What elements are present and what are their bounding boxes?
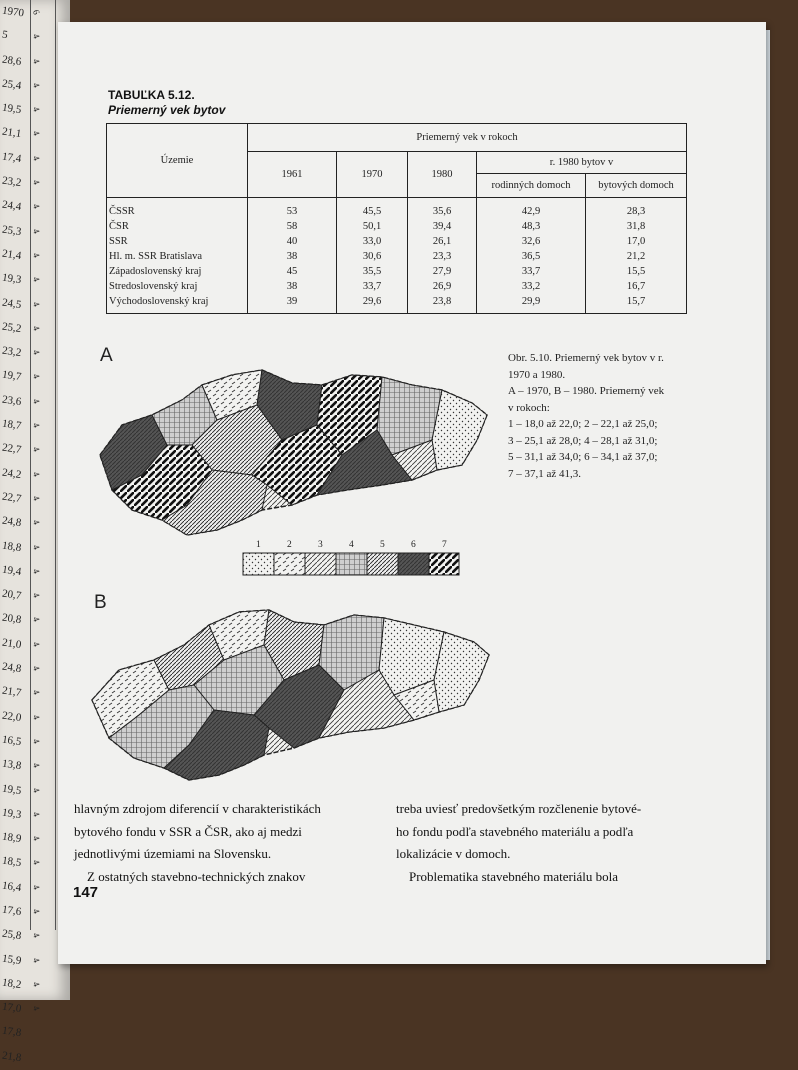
table-cell-y1970: 33,0 (362, 236, 382, 247)
table-cell-y1970: 33,7 (362, 281, 382, 292)
header-group: Priemerný vek v rokoch (248, 124, 687, 152)
previous-page-value: 28,6 (1, 53, 23, 68)
previous-page-value: 4 (30, 421, 42, 429)
territory-column (107, 198, 248, 314)
previous-page-value: 4 (30, 324, 42, 332)
previous-page-value: 4 (30, 445, 42, 454)
previous-page-value: 20,8 (1, 611, 23, 627)
header-1980-group: r. 1980 bytov v (477, 152, 687, 174)
table-cell-apartment: 31,8 (626, 221, 646, 232)
text-line: jednotlivými územiami na Slovensku. (74, 846, 272, 861)
caption-line: Obr. 5.10. Priemerný vek bytov v r. (508, 352, 664, 364)
legend-number: 1 (256, 540, 261, 550)
table-cell-apartment: 21,2 (626, 251, 646, 262)
previous-page-value: 4 (30, 761, 42, 770)
header-apartment-houses: bytových domoch (586, 174, 687, 198)
previous-page-value: 4 (30, 785, 42, 794)
table-cell-name: Stredoslovenský kraj (109, 281, 198, 292)
previous-page-value: 4 (30, 567, 42, 575)
previous-page-value: 20,7 (1, 587, 23, 603)
previous-page-value: 16,5 (1, 733, 23, 748)
previous-page-value: 19,3 (1, 806, 23, 821)
body-text-left (74, 798, 372, 888)
previous-page-value: 25,8 (1, 927, 23, 943)
previous-page-value: 24,2 (1, 466, 23, 481)
table-cell-y1961: 45 (286, 266, 298, 277)
header-territory: Územie (107, 124, 248, 198)
previous-page-value: 4 (30, 178, 42, 187)
table-cell-apartment: 15,7 (626, 296, 646, 307)
previous-page-value: 4 (30, 639, 42, 648)
legend-number: 2 (287, 540, 292, 550)
previous-page-value: 19,4 (1, 563, 23, 578)
table-label: TABUĽKA 5.12. (108, 88, 195, 102)
previous-page-value: 4 (30, 858, 42, 867)
previous-page-value: 1970 (1, 4, 25, 20)
previous-page-values-column (2, 0, 24, 1069)
previous-page-value: 22,7 (1, 490, 23, 506)
previous-page-value: 5 (1, 28, 9, 42)
previous-page-value: 19,5 (1, 782, 23, 797)
previous-page-value: 24,5 (1, 296, 23, 311)
table-cell-y1980: 23,8 (432, 296, 452, 307)
table-cell-y1980: 26,9 (432, 281, 452, 292)
previous-page-value: 19,3 (1, 271, 23, 287)
previous-page-value: 13,8 (1, 757, 23, 773)
previous-page-value: 18,7 (1, 417, 23, 433)
previous-page-value: 4 (30, 372, 42, 381)
table-cell-y1961: 38 (286, 281, 298, 292)
map-a-1970 (92, 345, 492, 540)
table-cell-y1970: 30,6 (362, 251, 382, 262)
previous-page-value: 25,2 (1, 320, 23, 335)
table-cell-name: SSR (109, 236, 128, 247)
previous-page-value: 4 (30, 251, 42, 259)
table-cell-y1961: 38 (286, 251, 298, 262)
table-cell-apartment: 16,7 (626, 281, 646, 292)
table-cell-y1961: 53 (286, 206, 298, 217)
previous-page-value: 17,0 (1, 1000, 23, 1016)
legend-number: 4 (349, 540, 354, 550)
previous-page-value: 4 (30, 591, 42, 600)
table-cell-y1970: 45,5 (362, 206, 382, 217)
map-a-label: A (100, 345, 113, 366)
previous-page-value: 4 (30, 275, 42, 284)
column-rule (55, 0, 56, 930)
table-cell-family: 32,6 (521, 236, 541, 247)
previous-page-value: 17,4 (1, 150, 23, 165)
previous-page-value: 4 (30, 56, 42, 65)
previous-page-value: 4 (30, 105, 42, 114)
legend-number: 6 (411, 540, 416, 550)
previous-page-value: 21,4 (1, 247, 23, 263)
caption-line: A – 1970, B – 1980. Priemerný vek (508, 385, 665, 397)
previous-page-value: 4 (30, 32, 42, 41)
previous-page-value: 19,7 (1, 368, 23, 384)
previous-page-value: 4 (30, 980, 42, 988)
previous-page-value: 21,1 (1, 126, 23, 141)
previous-page-value: 18,5 (1, 854, 23, 870)
table-cell-y1961: 40 (286, 236, 298, 247)
previous-page-value: 21,0 (1, 636, 23, 651)
previous-page-value: 4 (30, 737, 42, 745)
previous-page-value: 4 (30, 882, 42, 891)
text-line: lokalizácie v domoch. (396, 846, 511, 861)
table-cell-y1980: 23,3 (432, 251, 452, 262)
housing-age-table (106, 123, 687, 314)
table-cell-family: 33,2 (521, 281, 541, 292)
header-1970: 1970 (337, 152, 408, 198)
table-cell-apartment: 17,0 (626, 236, 646, 247)
previous-page-value: 23,2 (1, 344, 23, 360)
previous-page-value: 4 (30, 348, 42, 357)
table-cell-name: ČSR (109, 221, 129, 232)
previous-page-value: 4 (30, 518, 42, 527)
table-cell-y1961: 58 (286, 221, 298, 232)
map-b-label: B (94, 592, 107, 613)
previous-page-value: 19,5 (1, 101, 23, 117)
table-cell-y1980: 39,4 (432, 221, 452, 232)
values-1970-column (337, 198, 408, 314)
text-line: hlavným zdrojom diferencií v charakteristikách (74, 801, 321, 816)
previous-page-value: 22,7 (1, 441, 23, 457)
previous-page-value: 4 (30, 299, 42, 308)
legend-number: 3 (318, 540, 323, 550)
previous-page-value: 4 (30, 1004, 42, 1013)
table-cell-family: 48,3 (521, 221, 541, 232)
table-cell-y1970: 35,5 (362, 266, 382, 277)
previous-page-value: 4 (30, 542, 42, 551)
table-cell-apartment: 15,5 (626, 266, 646, 277)
table-cell-y1980: 35,6 (432, 206, 452, 217)
values-family-column (477, 198, 586, 314)
body-text-right (396, 798, 694, 888)
previous-page-value: 6 (30, 8, 42, 16)
previous-page-value: 4 (30, 834, 42, 843)
previous-page-value: 4 (30, 810, 42, 818)
previous-page-value: 24,8 (1, 514, 23, 530)
previous-page-value: 25,4 (1, 77, 23, 92)
legend-number: 5 (380, 540, 385, 550)
previous-page-value: 4 (30, 931, 42, 940)
table-cell-family: 29,9 (521, 296, 541, 307)
table-cell-name: Západoslovenský kraj (109, 266, 202, 277)
values-1961-column (248, 198, 337, 314)
previous-page-values-column (30, 0, 42, 1020)
previous-page-value: 24,8 (1, 660, 23, 676)
text-line: bytového fondu v SSR a ČSR, ako aj medzi (74, 823, 302, 839)
previous-page-value: 23,6 (1, 393, 23, 408)
previous-page-value: 4 (30, 226, 42, 235)
previous-page-value: 21,7 (1, 684, 23, 700)
previous-page-value: 4 (30, 664, 42, 672)
caption-line: 1 – 18,0 až 22,0; 2 – 22,1 až 25,0; (508, 418, 658, 430)
previous-page-value: 4 (30, 129, 42, 138)
header-family-houses: rodinných domoch (477, 174, 586, 198)
caption-line: 5 – 31,1 až 34,0; 6 – 34,1 až 37,0; (508, 451, 658, 463)
previous-page-value: 17,8 (1, 1024, 23, 1040)
text-line: Z ostatných stavebno-technických znakov (74, 868, 306, 884)
previous-page-value: 4 (30, 81, 42, 89)
table-cell-y1980: 27,9 (432, 266, 452, 277)
table-cell-y1970: 29,6 (362, 296, 382, 307)
previous-page-value: 4 (30, 202, 42, 211)
previous-page-value: 4 (30, 955, 42, 964)
previous-page-value: 23,2 (1, 174, 23, 190)
caption-line: 3 – 25,1 až 28,0; 4 – 28,1 až 31,0; (508, 434, 658, 447)
previous-page-value: 4 (30, 615, 42, 624)
table-cell-family: 36,5 (521, 251, 541, 262)
table-cell-y1961: 39 (286, 296, 298, 307)
caption-line: 7 – 37,1 až 41,3. (508, 467, 582, 480)
table-cell-name: Hl. m. SSR Bratislava (109, 251, 203, 262)
table-cell-family: 42,9 (521, 206, 541, 217)
values-1980-column (408, 198, 477, 314)
values-apartment-column (586, 198, 687, 314)
text-line: treba uviesť predovšetkým rozčlenenie bytové- (396, 801, 642, 816)
figure-caption (508, 350, 708, 482)
table-cell-name: ČSSR (109, 206, 135, 217)
page-number: 147 (73, 884, 99, 901)
previous-page-value: 16,4 (1, 879, 23, 894)
table-cell-apartment: 28,3 (626, 206, 646, 217)
map-legend (242, 552, 460, 576)
table-title: Priemerný vek bytov (108, 103, 226, 117)
previous-page-value: 18,9 (1, 830, 23, 846)
previous-page-value: 4 (30, 469, 42, 478)
previous-page-value: 17,6 (1, 903, 23, 919)
text-line: ho fondu podľa stavebného materiálu a podľa (396, 823, 634, 839)
previous-page-value: 24,4 (1, 198, 23, 214)
header-1980: 1980 (408, 152, 477, 198)
table-cell-y1970: 50,1 (362, 221, 382, 232)
previous-page-value: 22,0 (1, 709, 23, 724)
previous-page-value: 4 (30, 494, 42, 502)
previous-page-value: 4 (30, 154, 42, 162)
previous-page-value: 4 (30, 688, 42, 697)
previous-page-value: 4 (30, 397, 42, 405)
map-b-1980 (84, 590, 494, 785)
previous-page-value: 4 (30, 907, 42, 915)
previous-page-value: 18,8 (1, 539, 23, 554)
previous-page-value: 21,8 (1, 1049, 23, 1064)
book-page (58, 22, 766, 964)
previous-page-value: 18,2 (1, 976, 23, 991)
previous-page-value: 15,9 (1, 952, 23, 967)
previous-page-value: 4 (30, 712, 42, 721)
table-cell-y1980: 26,1 (432, 236, 452, 247)
previous-page-value: 25,3 (1, 223, 23, 238)
caption-line: v rokoch: (508, 401, 550, 414)
header-1961: 1961 (248, 152, 337, 198)
caption-line: 1970 a 1980. (508, 368, 566, 381)
table-cell-family: 33,7 (521, 266, 541, 277)
legend-number: 7 (442, 540, 447, 550)
table-cell-name: Východoslovenský kraj (109, 296, 209, 307)
text-line: Problematika stavebného materiálu bola (396, 868, 619, 884)
